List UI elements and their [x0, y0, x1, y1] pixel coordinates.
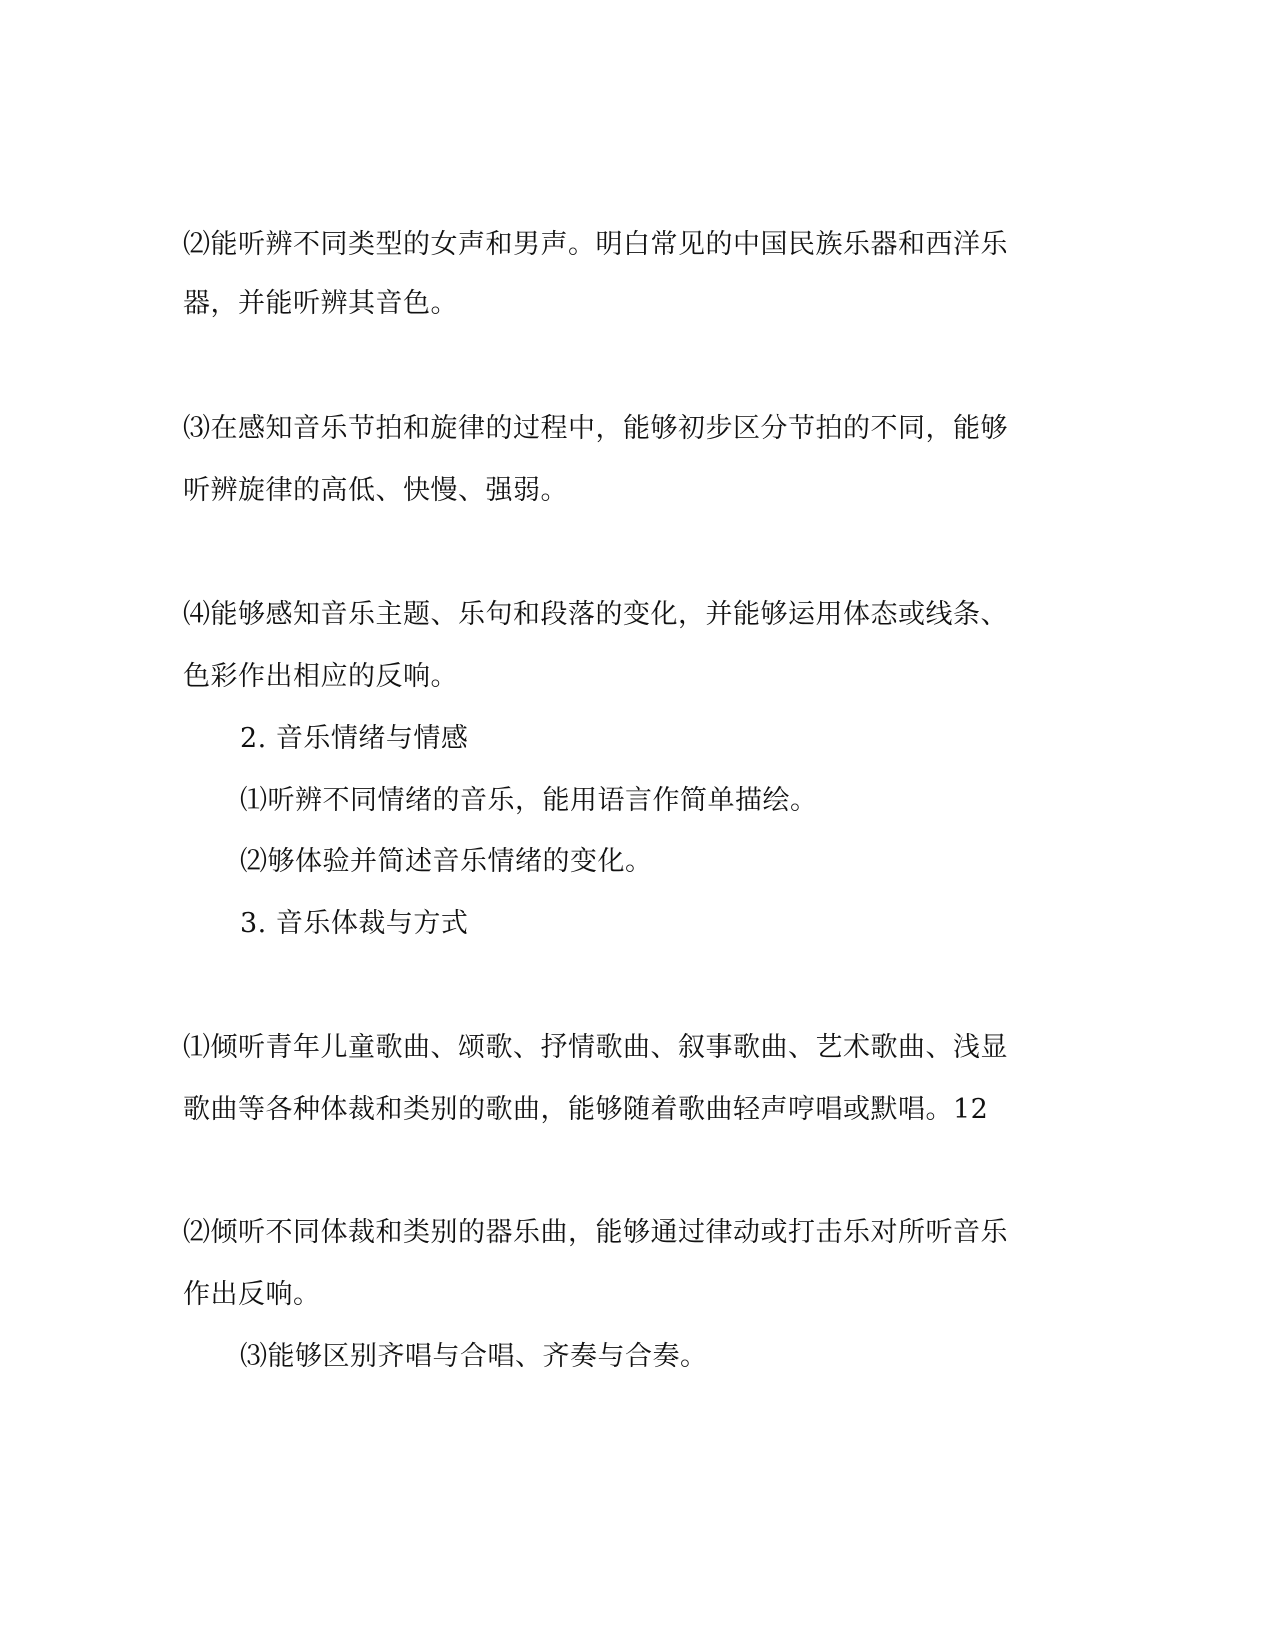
section-heading: 2. 音乐情绪与情感: [240, 723, 469, 754]
paragraph-line: ⑶能够区别齐唱与合唱、齐奏与合奏。: [240, 1341, 708, 1372]
paragraph-line: ⑷能够感知音乐主题、乐句和段落的变化，并能够运用体态或线条、: [183, 599, 1008, 630]
paragraph-line: 器，并能听辨其音色。: [183, 288, 458, 319]
paragraph-line: 色彩作出相应的反响。: [183, 661, 458, 692]
paragraph-line: ⑴倾听青年儿童歌曲、颂歌、抒情歌曲、叙事歌曲、艺术歌曲、浅显: [183, 1032, 1008, 1063]
paragraph-line: 歌曲等各种体裁和类别的歌曲，能够随着歌曲轻声哼唱或默唱。12: [183, 1094, 989, 1125]
paragraph-line: ⑶在感知音乐节拍和旋律的过程中，能够初步区分节拍的不同，能够: [183, 413, 1008, 444]
paragraph-line: ⑵倾听不同体裁和类别的器乐曲，能够通过律动或打击乐对所听音乐: [183, 1217, 1008, 1248]
paragraph-line: 作出反响。: [183, 1279, 321, 1310]
paragraph-line: ⑵够体验并简述音乐情绪的变化。: [240, 846, 653, 877]
paragraph-line: 听辨旋律的高低、快慢、强弱。: [183, 475, 568, 506]
section-heading: 3. 音乐体裁与方式: [240, 908, 469, 939]
paragraph-line: ⑵能听辨不同类型的女声和男声。明白常见的中国民族乐器和西洋乐: [183, 229, 1008, 260]
paragraph-line: ⑴听辨不同情绪的音乐，能用语言作简单描绘。: [240, 785, 818, 816]
